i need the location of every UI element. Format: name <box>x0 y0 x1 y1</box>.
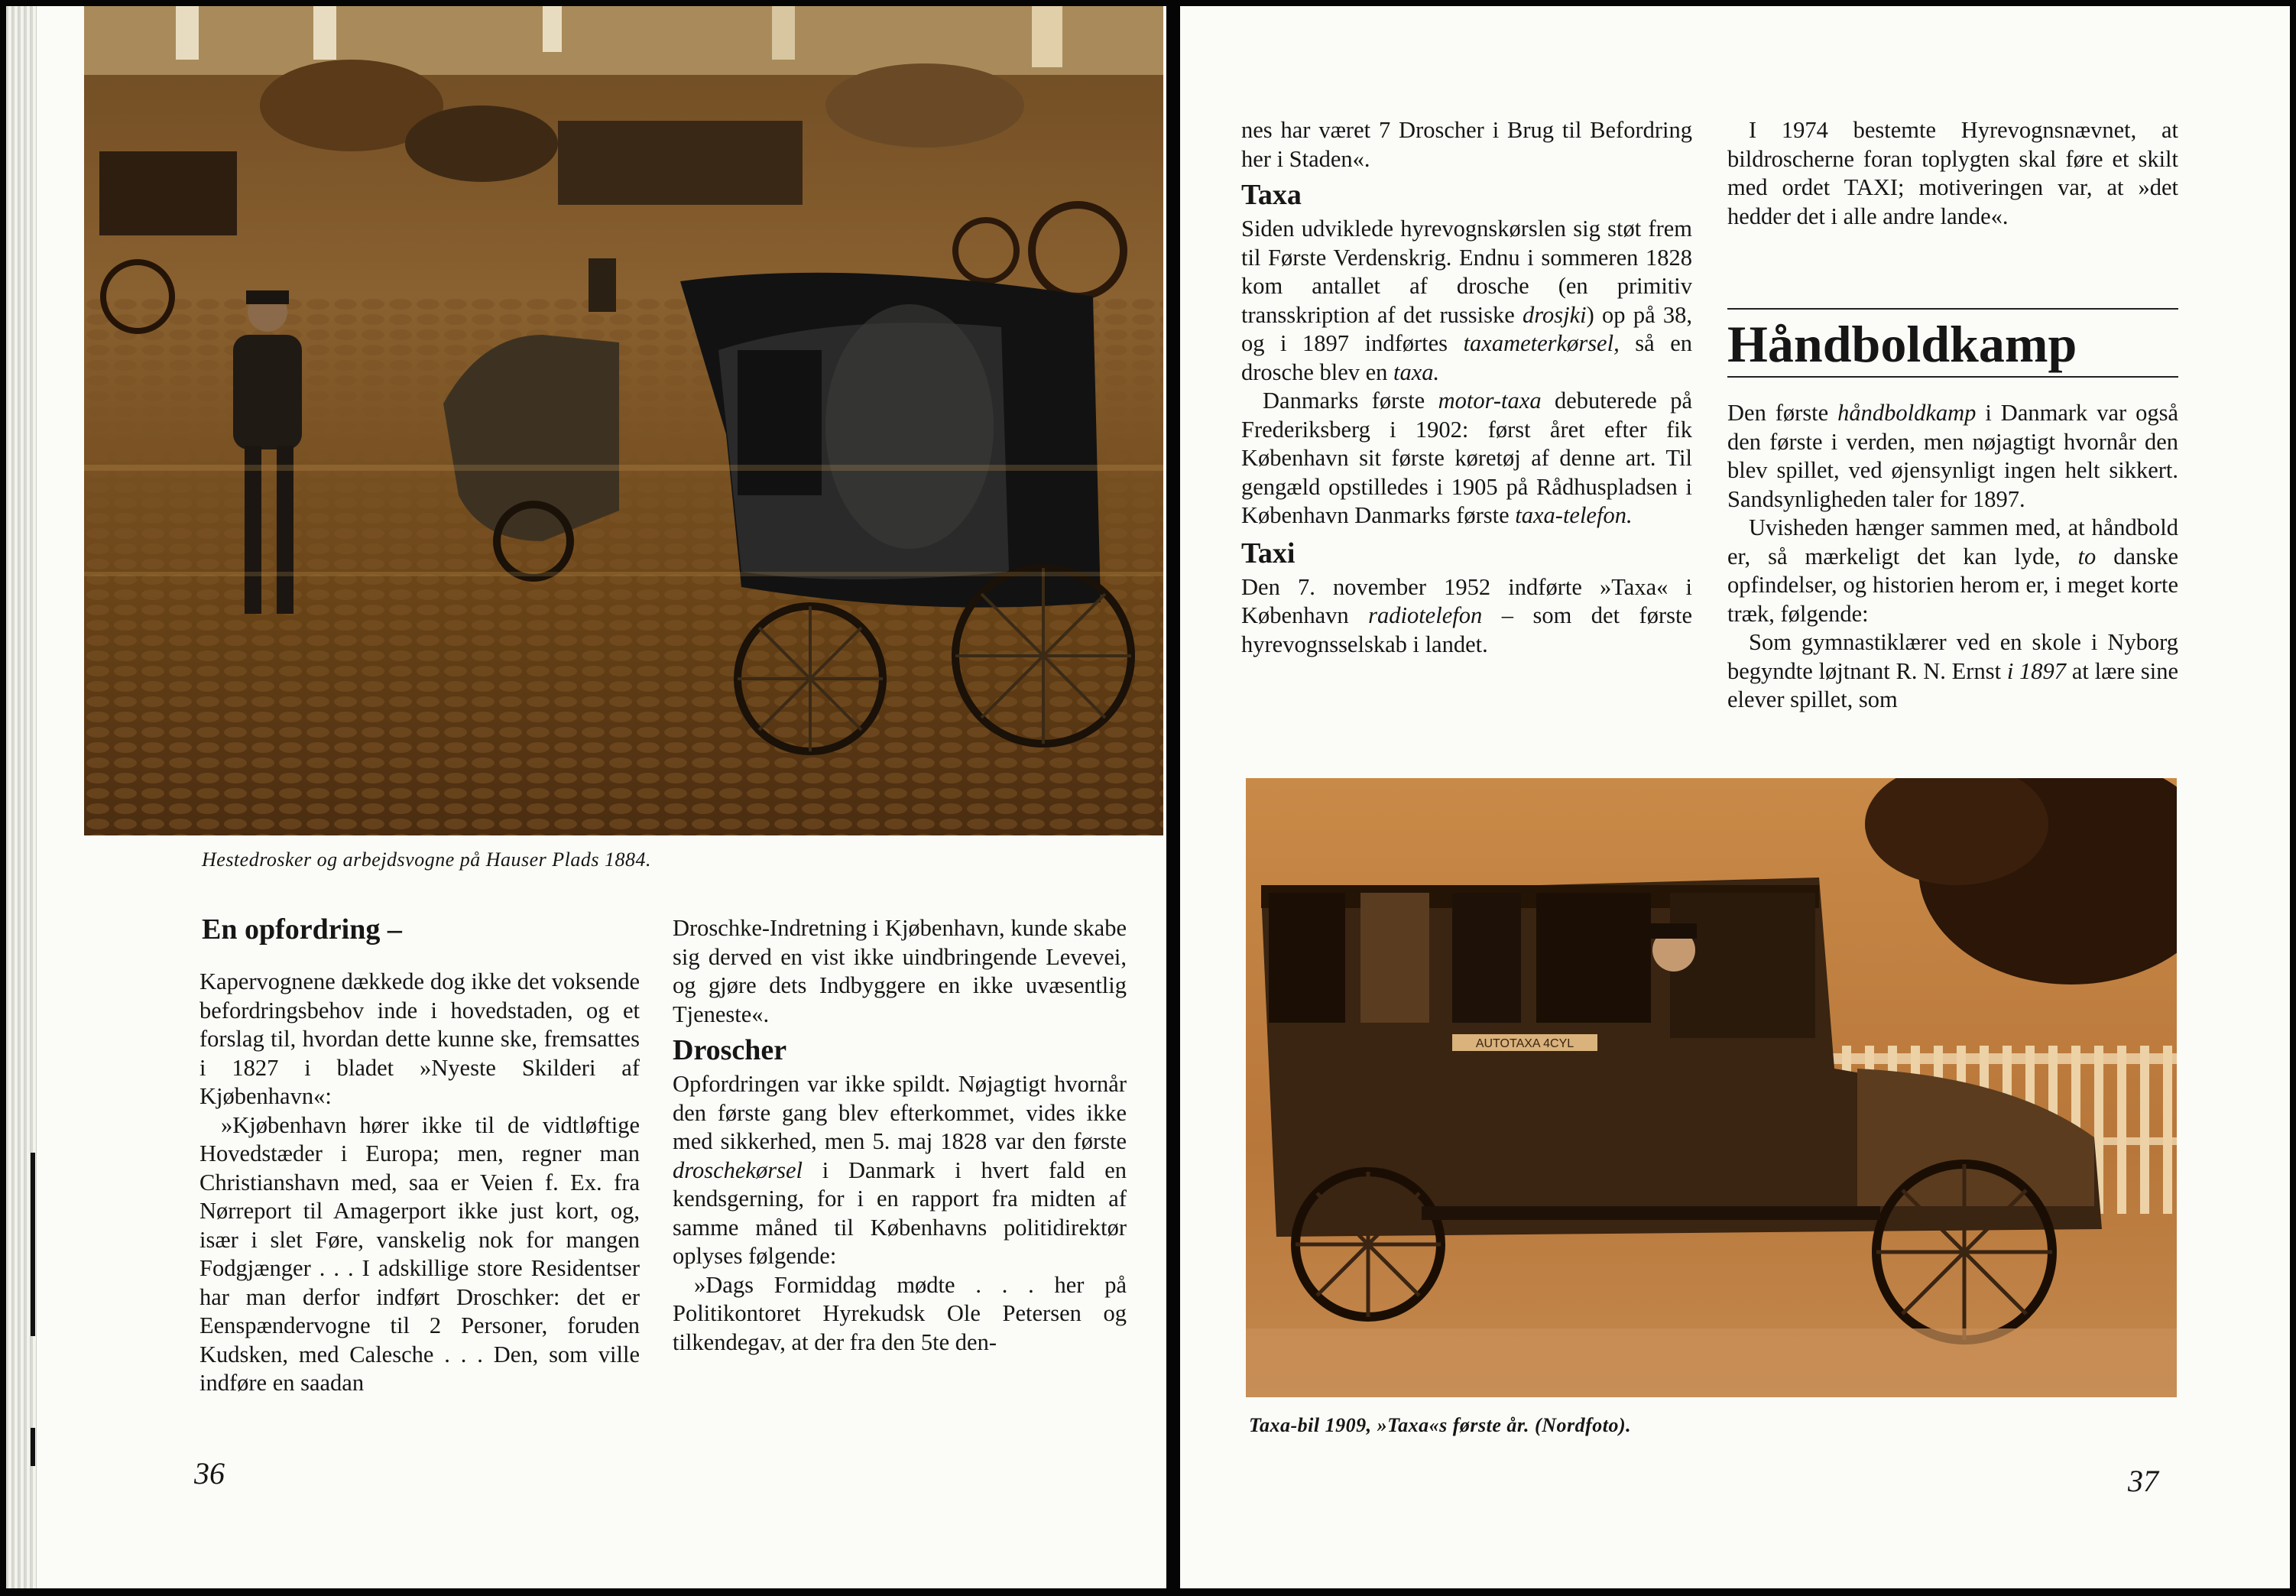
text: Som gymnastiklærer ved en skole i Nyborg begyndte løjtnant R. N. Ernst <box>1727 629 2178 684</box>
text: – som det første hyrevognsselskab i landet. <box>1241 602 1692 657</box>
hauser-plads-painting <box>84 6 1163 835</box>
text: danske opfindelser, og historien herom er, i meget korte træk, følgende: <box>1727 543 2178 627</box>
paragraph <box>1727 399 2178 514</box>
left-page <box>6 6 1166 1588</box>
paragraph: Kapervognene dækkede dog ikke det voksende befordringsbehov inde i hovedstaden, og et forslag til, hvordan dette kunne ske, fremsattes i 1827 i bladet »Nyeste Skilderi af Kjøbenhavn«: <box>199 968 640 1109</box>
text: debuterede på Frederiksberg i 1902: først året efter fik København sit første køretøj af denne art. Til gengæld opstilledes i 1905 på Rådhuspladsen i København Danmarks første <box>1241 388 1692 528</box>
emphasis: droschekørsel <box>673 1156 803 1183</box>
quote-paragraph: »Kjøbenhavn hører ikke til de vidtløftige Hovedstæder i Europa; men, regner man Christianshavn med, saa er Veien f. Ex. fra Nørreport til Amagerport ikke just kort, og, især i slet Føre, vanskelig nok for mangen Fodgjænger . . . I adskillige store Residentser har man derfor indført Droschker: det er Eenspændervogne til 2 Personer, foruden Kudsken, med Calesche . . . Den, som ville indføre en saadan <box>199 1111 640 1396</box>
text: i Danmark i hvert fald en kendsgerning, for i en rapport fra midten af samme måned til Københavns politidirektør oplyses følgende: <box>673 1156 1127 1269</box>
emphasis: to <box>2077 543 2097 569</box>
right-column-1 <box>1241 116 1692 659</box>
paragraph <box>1241 387 1692 530</box>
right-column-2 <box>1727 116 2178 231</box>
handbold-heading: Håndboldkamp <box>1727 315 2077 373</box>
heading-rule-bottom <box>1727 376 2178 378</box>
emphasis: drosjki <box>1523 301 1587 328</box>
emphasis: i 1897 <box>2006 657 2067 684</box>
emphasis: håndboldkamp <box>1837 400 1977 426</box>
left-column-2 <box>673 914 1127 1357</box>
paragraph: nes har været 7 Droscher i Brug til Befordring her i Staden«. <box>1241 117 1692 172</box>
taxa-heading: Taxa <box>1241 179 1302 211</box>
heading-rule-top <box>1727 308 2178 310</box>
paragraph: I 1974 bestemte Hyrevognsnævnet, at bildroscherne foran toplygten skal føre et skilt med ordet TAXI; motiveringen var, at »det hedder det i alle andre lande«. <box>1727 117 2178 229</box>
taxi-photo <box>1246 778 2177 1397</box>
right-column-2b <box>1727 399 2178 715</box>
text: Danmarks første <box>1263 388 1438 414</box>
section-title: En opfordring – <box>202 913 402 946</box>
edge-mark <box>31 1153 35 1336</box>
photo-caption: Hestedrosker og arbejdsvogne på Hauser Plads 1884. <box>202 848 652 871</box>
page-number: 36 <box>194 1456 225 1491</box>
paragraph <box>1241 573 1692 660</box>
right-page <box>1180 6 2290 1588</box>
text: Den første <box>1727 400 1838 426</box>
car-sign-text: AUTOTAXA 4CYL <box>1475 1037 1574 1050</box>
paragraph <box>673 1070 1127 1271</box>
paragraph: »Dags Formiddag mødte . . . her på Politikontoret Hyrekudsk Ole Petersen og tilkendegav, at der fra den 5te den- <box>673 1271 1127 1355</box>
text: Uvisheden hænger sammen med, at håndbold er, så mærkeligt det kan lyde, <box>1727 514 2178 569</box>
page-number: 37 <box>2128 1464 2158 1498</box>
photo-caption: Taxa-bil 1909, »Taxa«s første år. (Nordfoto). <box>1249 1414 1632 1436</box>
emphasis: taxa. <box>1393 358 1440 385</box>
text: i Danmark var også den første i verden, men nøjagtigt hvornår den blev spillet, ved øjensynligt ingen helt sikkert. Sandsynligheden taler for 1897. <box>1727 400 2178 512</box>
text: så en drosche blev en <box>1241 330 1692 385</box>
text: Den 7. november 1952 indførte »Taxa« i København <box>1241 573 1692 628</box>
paragraph <box>1241 215 1692 387</box>
emphasis: radiotelefon <box>1368 602 1483 628</box>
page-edge-stack <box>6 6 37 1588</box>
emphasis: motor-taxa <box>1438 388 1542 414</box>
text: at lære sine elever spillet, som <box>1727 657 2179 712</box>
text: Siden udviklede hyrevognskørslen sig støt frem til Første Verdenskrig. Endnu i sommeren 1828 kom antallet af drosche (en primitiv transskription af det russiske <box>1241 216 1692 328</box>
edge-mark <box>31 1428 35 1466</box>
taxi-1909-photo <box>1246 778 2177 1397</box>
paragraph <box>1727 514 2178 628</box>
text: ) op på 38, og i 1897 indførtes <box>1241 301 1692 356</box>
text: Opfordringen var ikke spildt. Nøjagtigt hvornår den første gang blev efterkommet, vides ikke med sikkerhed, men 5. maj 1828 var den første <box>673 1071 1127 1154</box>
emphasis: taxameterkørsel, <box>1463 330 1620 356</box>
paragraph: Droschke-Indretning i Kjøbenhavn, kunde skabe sig derved en vist ikke uindbringende Levevei, og gjøre dets Indbyggere en ikke uvæsentlig Tjeneste«. <box>673 915 1127 1027</box>
paragraph <box>1727 628 2178 715</box>
left-column-1 <box>199 968 640 1398</box>
emphasis: taxa-telefon. <box>1515 502 1633 528</box>
taxi-heading: Taxi <box>1241 537 1296 569</box>
painting-photo <box>84 6 1163 835</box>
droscher-heading: Droscher <box>673 1034 787 1066</box>
